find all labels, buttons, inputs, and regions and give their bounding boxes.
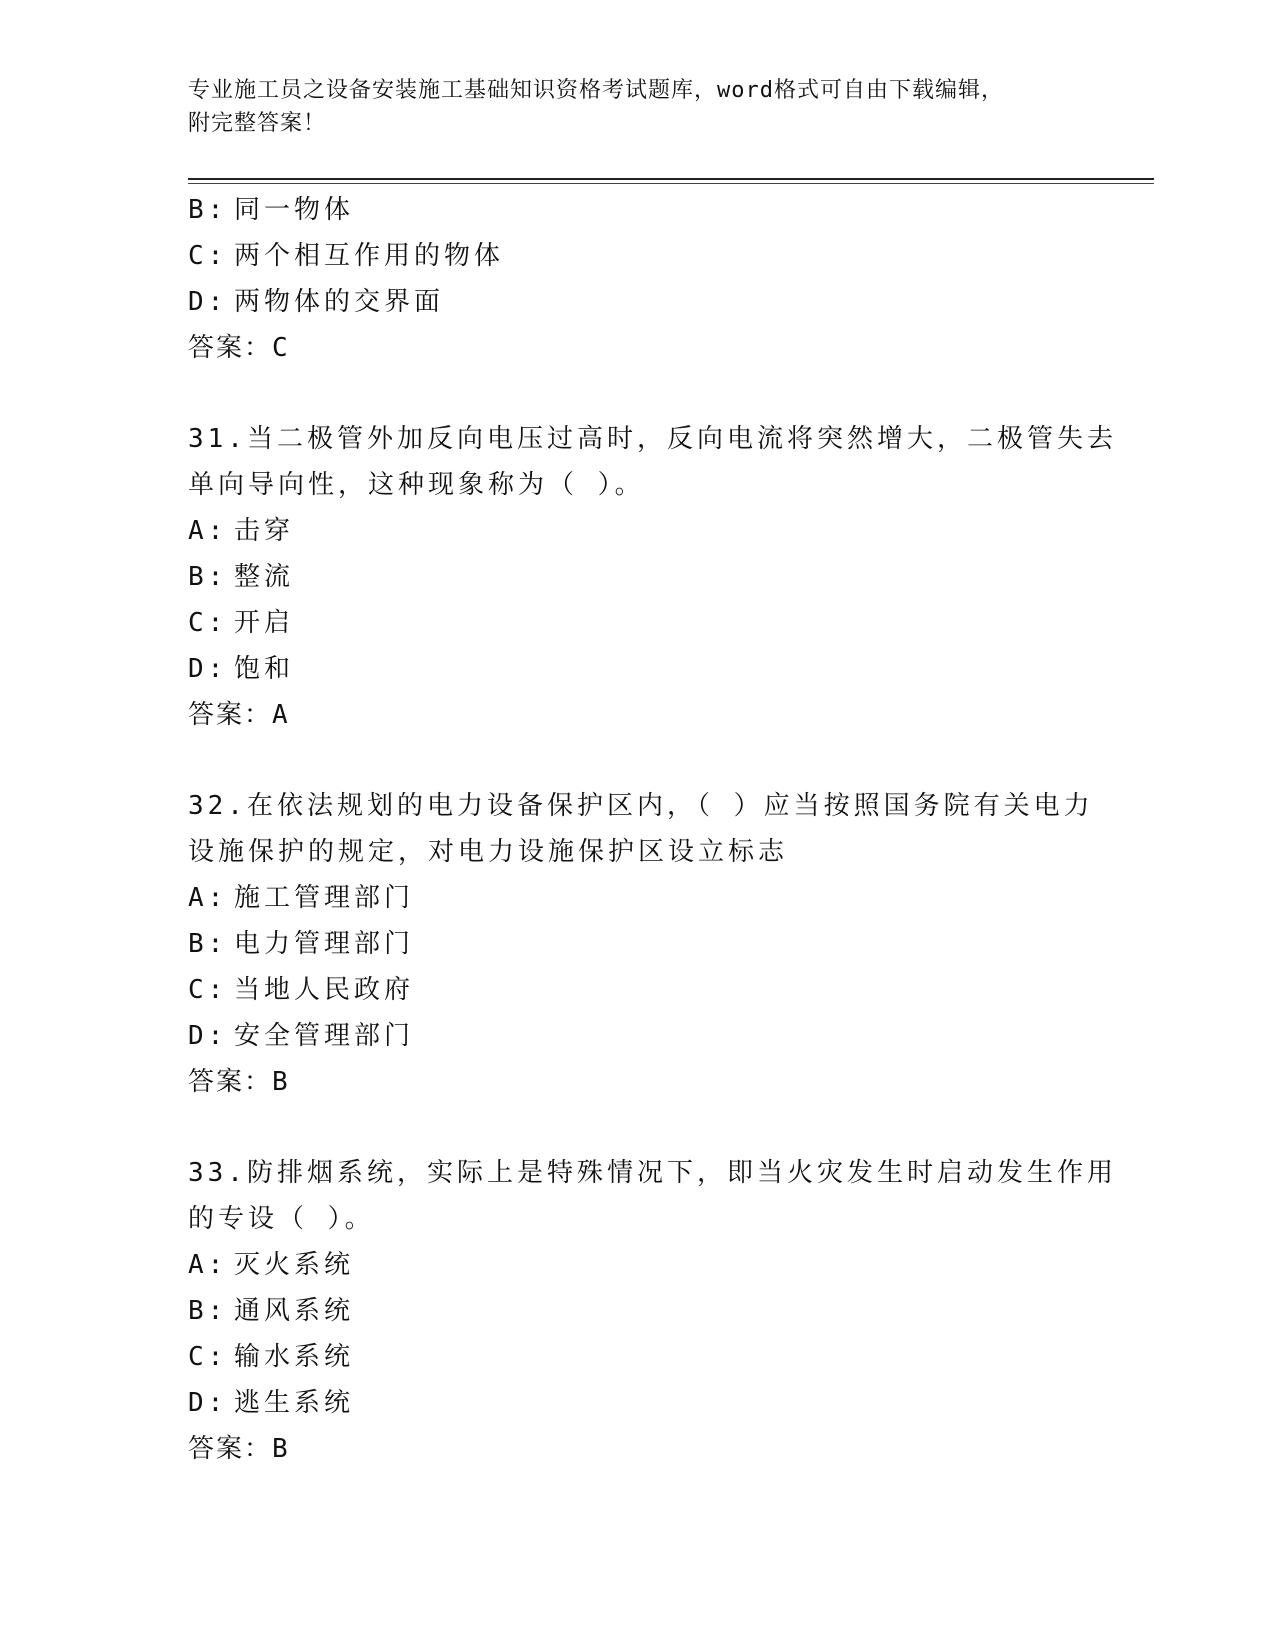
question-content xyxy=(188,187,1117,1472)
option-d xyxy=(188,646,1088,692)
question-stem-cont: 的专设（ ）。 xyxy=(188,1204,375,1234)
option-text: 饱和 xyxy=(234,654,295,684)
option-c xyxy=(188,600,1088,646)
option-key: D: xyxy=(188,1021,228,1051)
option-text: 逃生系统 xyxy=(234,1388,355,1418)
question-32 xyxy=(188,783,1094,1105)
question-33 xyxy=(188,1150,1117,1472)
spacer xyxy=(188,371,1088,416)
header-divider-thin xyxy=(188,183,1154,184)
header-line-1: 专业施工员之设备安装施工基础知识资格考试题库，word格式可自由下载编辑， xyxy=(188,78,1004,103)
option-text: 施工管理部门 xyxy=(234,883,415,913)
option-c xyxy=(188,233,1088,279)
option-text: 击穿 xyxy=(234,516,295,546)
option-key: D: xyxy=(188,654,228,684)
question-31 xyxy=(188,416,1117,738)
option-text: 输水系统 xyxy=(234,1342,355,1372)
option-b xyxy=(188,187,1088,233)
spacer xyxy=(188,1105,1088,1150)
option-text: 开启 xyxy=(234,608,295,638)
option-key: B: xyxy=(188,562,228,592)
header-divider-thick xyxy=(188,178,1154,180)
option-key: A: xyxy=(188,1250,228,1280)
option-text: 灭火系统 xyxy=(234,1250,355,1280)
option-c xyxy=(188,1334,1088,1380)
option-text: 安全管理部门 xyxy=(234,1021,415,1051)
option-a xyxy=(188,1242,1088,1288)
header-line-2: 附完整答案！ xyxy=(188,111,327,136)
answer-line: 答案：B xyxy=(188,1434,290,1464)
option-text: 同一物体 xyxy=(234,195,355,225)
option-d xyxy=(188,279,1088,325)
option-text: 当地人民政府 xyxy=(234,975,415,1005)
question-stem: 32.在依法规划的电力设备保护区内，（ ）应当按照国务院有关电力 xyxy=(188,791,1094,821)
option-b xyxy=(188,1288,1088,1334)
answer-line: 答案：C xyxy=(188,333,290,363)
option-key: A: xyxy=(188,883,228,913)
answer-line: 答案：B xyxy=(188,1067,290,1097)
option-text: 电力管理部门 xyxy=(234,929,415,959)
option-key: C: xyxy=(188,241,228,271)
option-a xyxy=(188,875,1088,921)
page-header xyxy=(188,74,1088,140)
option-key: C: xyxy=(188,608,228,638)
option-key: C: xyxy=(188,975,228,1005)
option-text: 整流 xyxy=(234,562,295,592)
spacer xyxy=(188,738,1088,783)
option-key: B: xyxy=(188,1296,228,1326)
prev-question-block xyxy=(188,187,1088,371)
answer-line: 答案：A xyxy=(188,700,290,730)
option-a xyxy=(188,508,1088,554)
question-stem: 33.防排烟系统，实际上是特殊情况下，即当火灾发生时启动发生作用 xyxy=(188,1158,1117,1188)
option-key: D: xyxy=(188,1388,228,1418)
option-key: B: xyxy=(188,929,228,959)
option-c xyxy=(188,967,1088,1013)
question-stem-cont: 设施保护的规定，对电力设施保护区设立标志 xyxy=(188,837,789,867)
option-d xyxy=(188,1013,1088,1059)
option-b xyxy=(188,554,1088,600)
option-text: 通风系统 xyxy=(234,1296,355,1326)
option-key: A: xyxy=(188,516,228,546)
question-stem: 31.当二极管外加反向电压过高时，反向电流将突然增大，二极管失去 xyxy=(188,424,1117,454)
option-key: C: xyxy=(188,1342,228,1372)
option-key: D: xyxy=(188,287,228,317)
option-text: 两物体的交界面 xyxy=(234,287,445,317)
option-text: 两个相互作用的物体 xyxy=(234,241,505,271)
question-stem-cont: 单向导向性，这种现象称为（ ）。 xyxy=(188,470,645,500)
option-key: B: xyxy=(188,195,228,225)
option-b xyxy=(188,921,1088,967)
option-d xyxy=(188,1380,1088,1426)
